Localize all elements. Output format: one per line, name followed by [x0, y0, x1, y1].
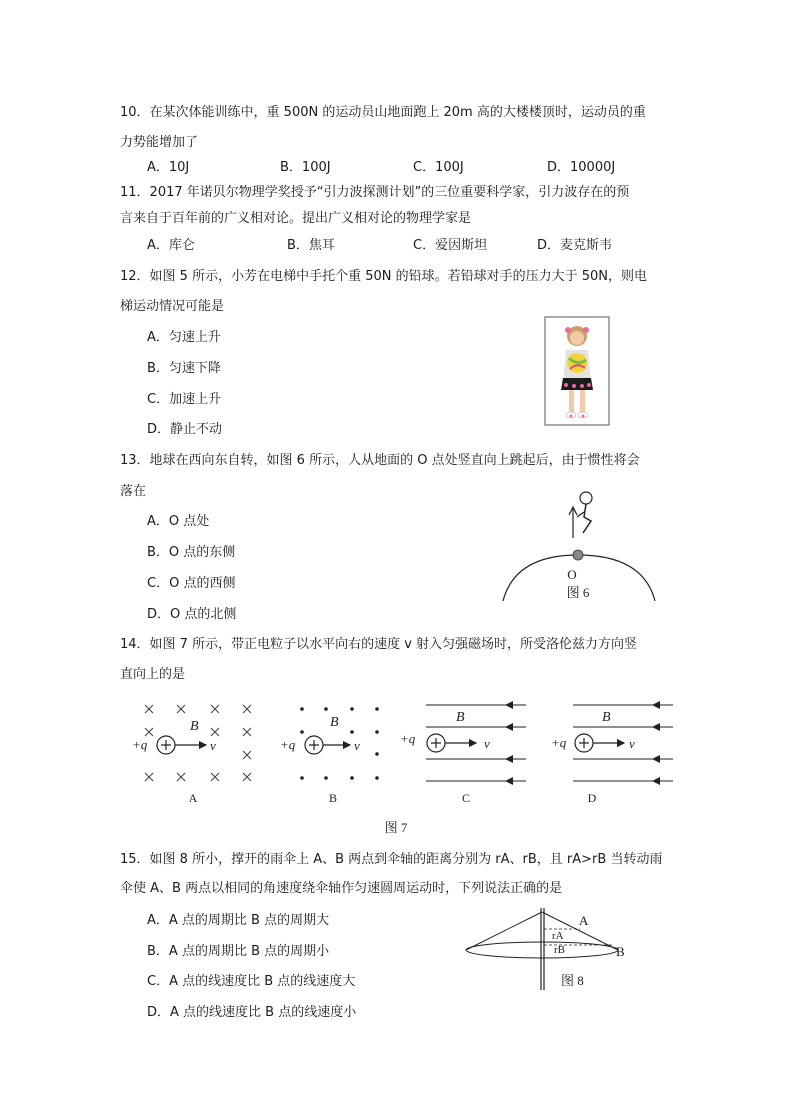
point-a-label: A [579, 913, 589, 928]
q15-option-d: D．A 点的线速度比 B 点的线速度小 [147, 1005, 357, 1020]
q13-option-b: B．O 点的东侧 [147, 545, 236, 560]
panel-a-velocity-label: v [210, 738, 216, 753]
figure-8-caption: 图 8 [561, 973, 584, 988]
q14-stem-line1: 14．如图 7 所示，带正电粒子以水平向右的速度 v 射入匀强磁场时，所受洛伦兹力方向竖 [120, 637, 638, 652]
q10-option-d: D．10000J [547, 160, 616, 175]
elevator-girl-figure [544, 316, 610, 426]
q15-option-a: A．A 点的周期比 B 点的周期大 [147, 913, 330, 928]
point-o-marker [573, 550, 583, 560]
panel-c-velocity-label: v [484, 736, 490, 751]
q14-stem-line2: 直向上的是 [120, 667, 186, 682]
figure-6-caption: 图 6 [566, 585, 590, 600]
q12-option-a: A．匀速上升 [147, 330, 221, 345]
panel-c-charge-label: +q [400, 731, 416, 746]
q13-stem-line1: 13．地球在西向东自转，如图 6 所示，人从地面的 O 点处竖直向上跳起后，由于惯性将会 [120, 453, 640, 468]
panel-b-charge-label: +q [280, 737, 296, 752]
panel-c-label: C [461, 791, 471, 805]
q11-option-c: C．爱因斯坦 [413, 238, 488, 253]
q11-stem-line1: 11．2017 年诺贝尔物理学奖授予“引力波探测计划”的三位重要科学家，引力波存在的预 [120, 185, 630, 200]
panel-d [551, 701, 673, 805]
q10-option-a: A．10J [147, 160, 190, 175]
q13-option-c: C．O 点的西侧 [147, 576, 236, 591]
q10-option-b: B．100J [280, 160, 331, 175]
q11-stem-line2: 言来自于百年前的广义相对论。提出广义相对论的物理学家是 [120, 211, 472, 226]
panel-c [400, 701, 526, 805]
q10-stem-line2: 力势能增加了 [120, 135, 199, 150]
panel-a-field-label: B [190, 719, 199, 734]
umbrella-figure [460, 900, 635, 995]
q11-option-b: B．焦耳 [287, 238, 335, 253]
panel-d-field-label: B [602, 710, 611, 725]
q13-stem-line2: 落在 [120, 484, 147, 499]
point-b-label: B [616, 944, 625, 959]
q12-stem-line1: 12．如图 5 所示，小芳在电梯中手托个重 50N 的铅球。若铅球对手的压力大于 50N，则电 [120, 269, 648, 284]
panel-a-charge-label: +q [132, 737, 148, 752]
q12-option-d: D．静止不动 [147, 422, 223, 437]
q10-stem-line1: 10．在某次体能训练中，重 500N 的运动员山地面跑上 20m 高的大楼楼顶时，运动员的重 [120, 105, 646, 120]
panel-b [280, 707, 379, 805]
panel-d-charge-label: +q [551, 735, 567, 750]
q12-option-b: B．匀速下降 [147, 361, 221, 376]
q10-option-c: C．100J [413, 160, 464, 175]
figure-7-caption: 图 7 [384, 820, 408, 835]
earth-jump-figure [495, 483, 665, 603]
r-a-label: rA [552, 930, 564, 942]
q11-option-d: D．麦克斯韦 [537, 238, 613, 253]
q15-option-b: B．A 点的周期比 B 点的周期小 [147, 944, 330, 959]
panel-d-velocity-label: v [629, 736, 635, 751]
q15-stem-line2: 伞使 A、B 两点以相同的角速度绕伞轴作匀速圆周运动时，下列说法正确的是 [120, 881, 563, 896]
panel-b-label: B [328, 791, 338, 805]
panel-c-field-label: B [456, 710, 465, 725]
q11-option-a: A．库仑 [147, 238, 195, 253]
panel-a-label: A [188, 791, 198, 805]
q12-stem-line2: 梯运动情况可能是 [120, 299, 225, 314]
r-b-label: rB [554, 944, 565, 956]
q15-option-c: C．A 点的线速度比 B 点的线速度大 [147, 974, 356, 989]
panel-b-velocity-label: v [354, 738, 360, 753]
point-o-label: O [567, 567, 577, 582]
panel-d-label: D [587, 791, 597, 805]
panel-a [132, 705, 251, 805]
magnetic-field-figure [130, 695, 690, 840]
q12-option-c: C．加速上升 [147, 392, 222, 407]
q15-stem-line1: 15．如图 8 所小，撑开的雨伞上 A、B 两点到伞轴的距离分别为 rA、rB，且 rA>rB 当转动雨 [120, 852, 663, 867]
q13-option-a: A．O 点处 [147, 514, 210, 529]
q13-option-d: D．O 点的北侧 [147, 607, 237, 622]
panel-b-field-label: B [330, 715, 339, 730]
